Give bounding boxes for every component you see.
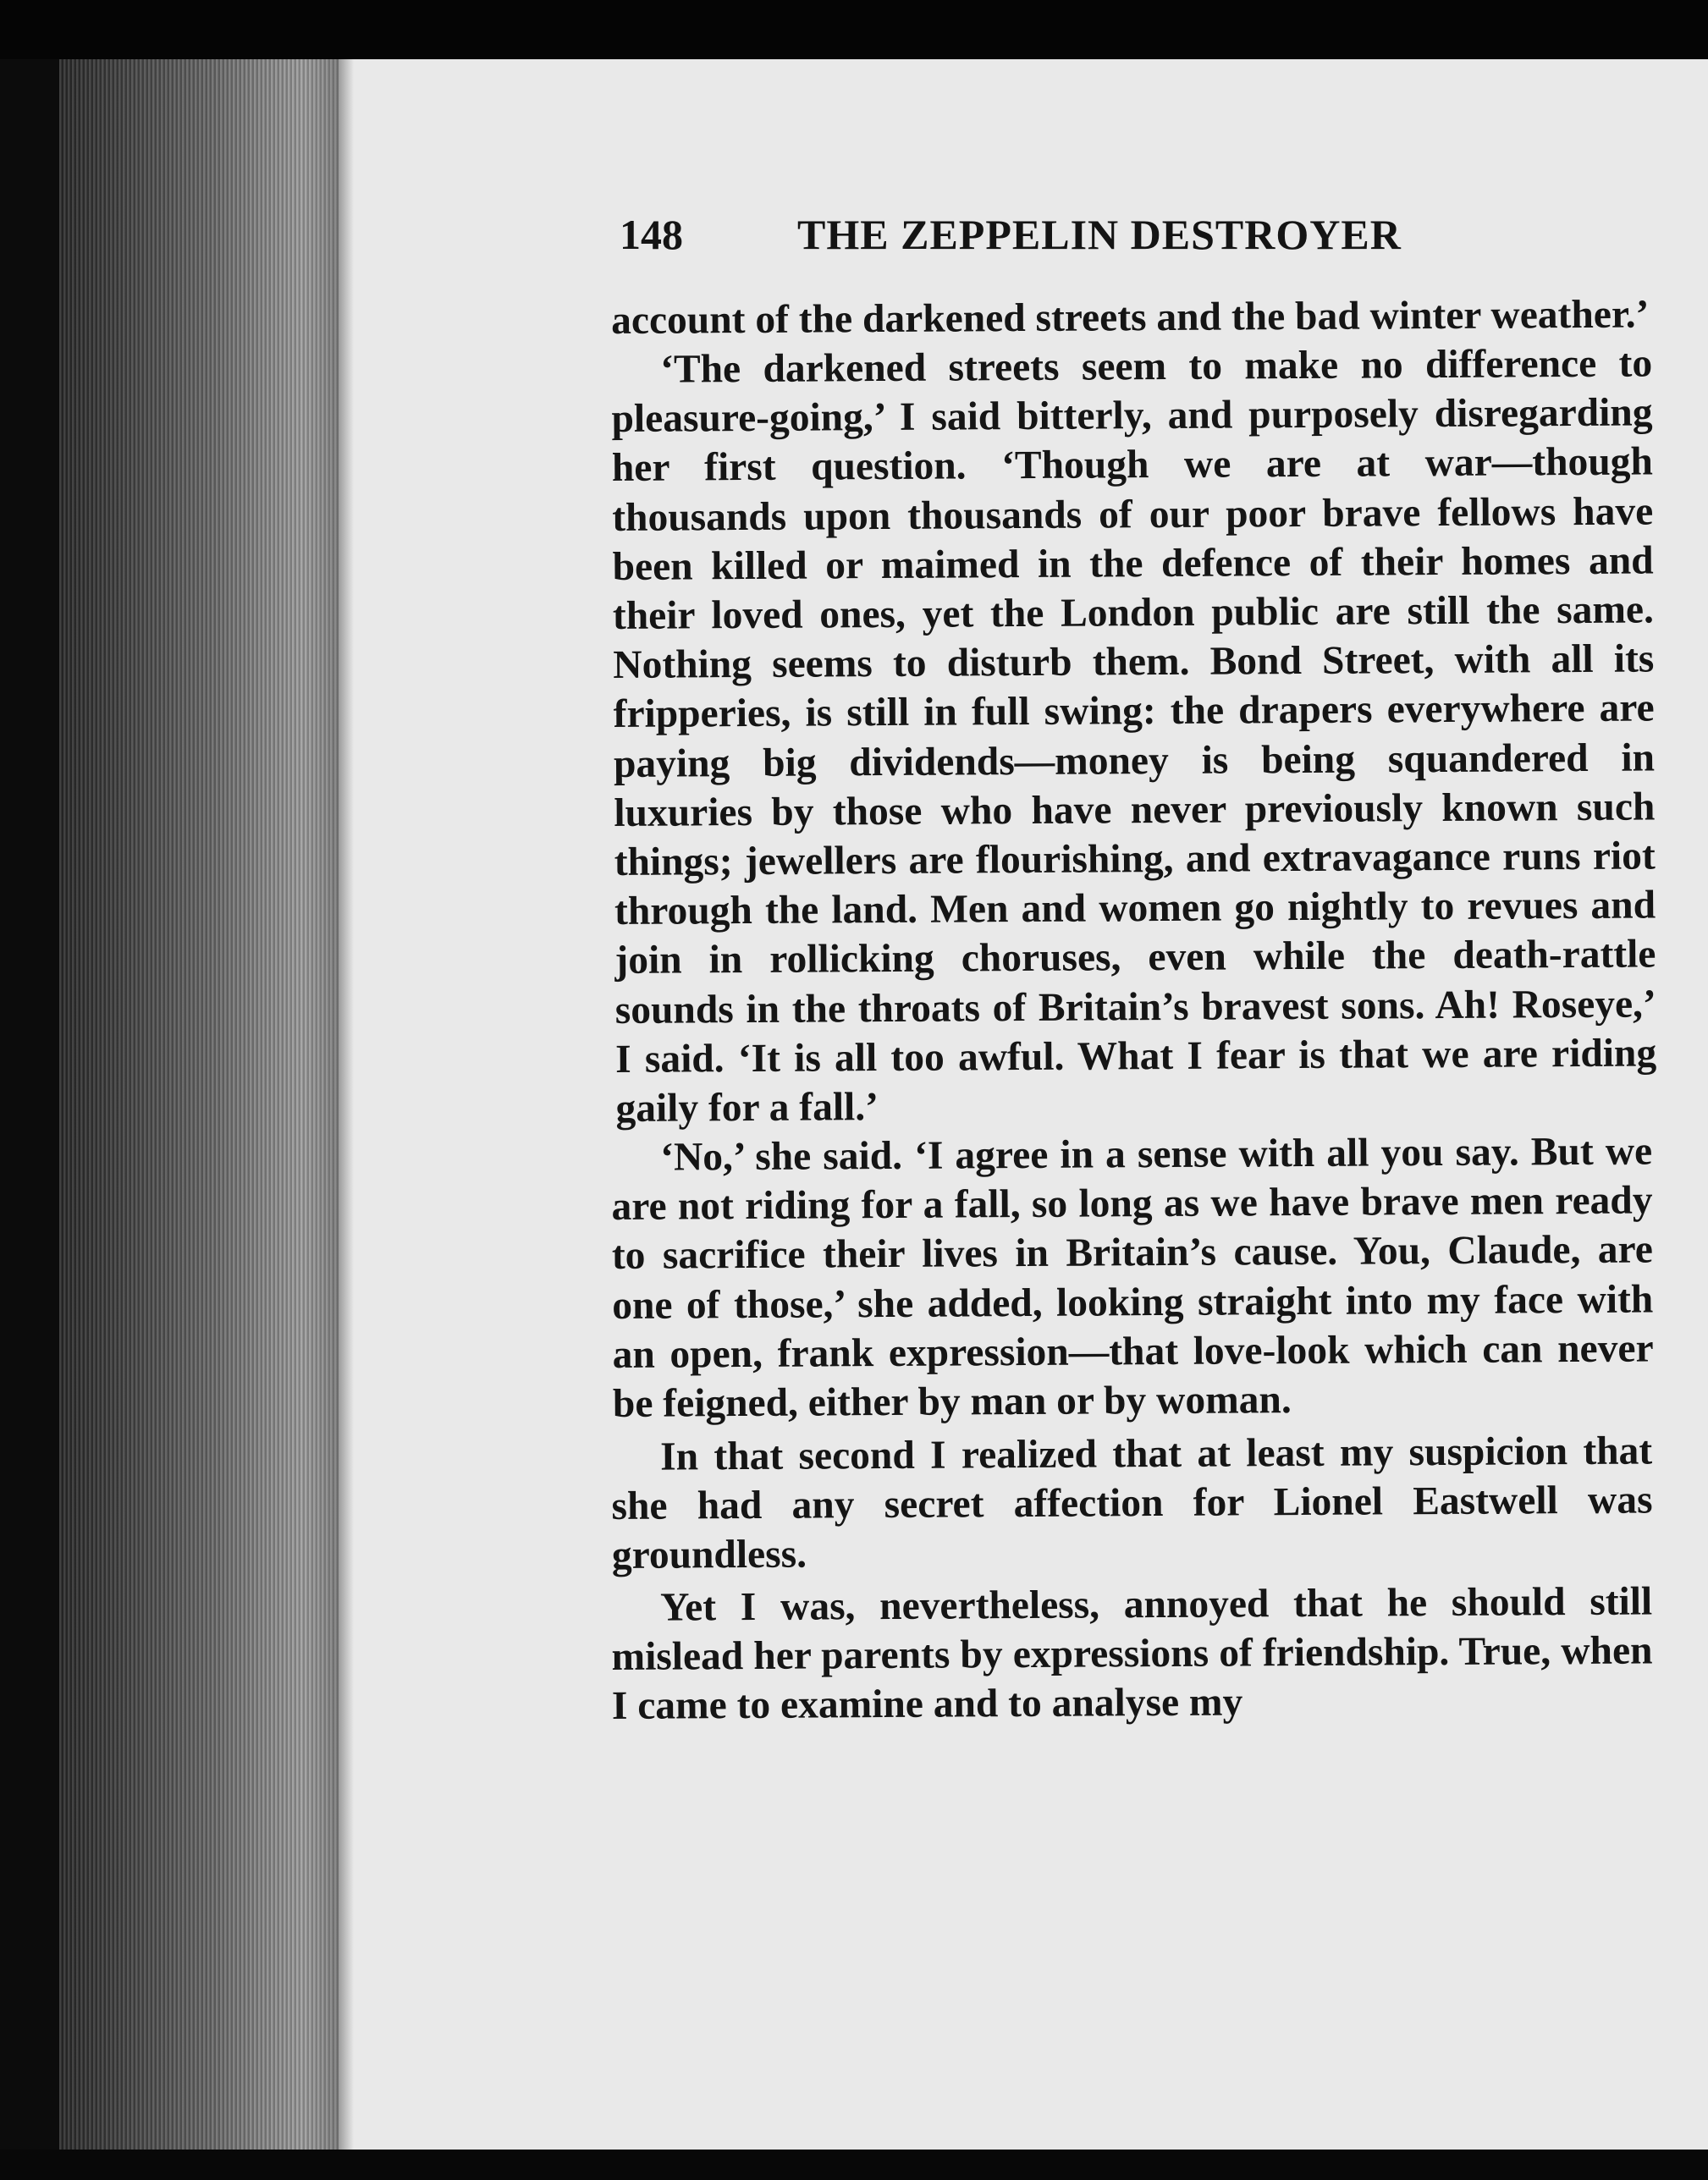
book-page-edges [59,59,339,2150]
body-text [611,292,1657,1731]
page-gutter-shadow [300,59,339,2150]
book-title: THE ZEPPELIN DESTROYER [797,211,1402,258]
paragraph-4: In that second I realized that at least my suspicion that she had any secret affection for Lionel Eastwell was groundless. [611,1429,1653,1578]
paragraph-2: ‘The darkened streets seem to make no difference to pleasure-going,’ I said bitterly, and purposely disregarding her first question. ‘Though we are at war—though thousands upon thousands of our poor brave fellows have been killed or maimed in the defence of their homes and their loved ones, yet the London public are still the same. Nothing seems to disturb them. Bond Street, with all its fripperies, is still in full swing: the drapers everywhere are paying big dividends—money is being squandered in luxuries by those who have never previously known such things; jewellers are flourishing, and extravagance runs riot through the land. Men and women go nightly to revues and join in rollicking choruses, even while the death-rattle sounds in the throats of Britain’s bravest sons. Ah! Roseye,’ I said. ‘It is all too awful. What I fear is that we are riding gaily for a fall.’ [611,341,1657,1131]
paragraph-1: account of the darkened streets and the bad winter weather.’ [611,292,1650,343]
paragraph-3: ‘No,’ she said. ‘I agree in a sense with all you say. But we are not riding for a fall, so long as we have brave men ready to sacrifice their lives in Britain’s cause. You, Claude, are one of those,’ she added, looking straight into my face with an open, frank expression—that love-look which can never be feigned, either by man or by woman. [611,1129,1654,1427]
running-head [620,210,1508,269]
paragraph-5: Yet I was, nevertheless, annoyed that he should still mislead her parents by expressions of friendship. True, when I came to examine and to analyse my [611,1579,1653,1729]
scan-top-border [0,0,1708,59]
page-number: 148 [620,211,683,258]
scan-bottom-border [0,2150,1708,2180]
